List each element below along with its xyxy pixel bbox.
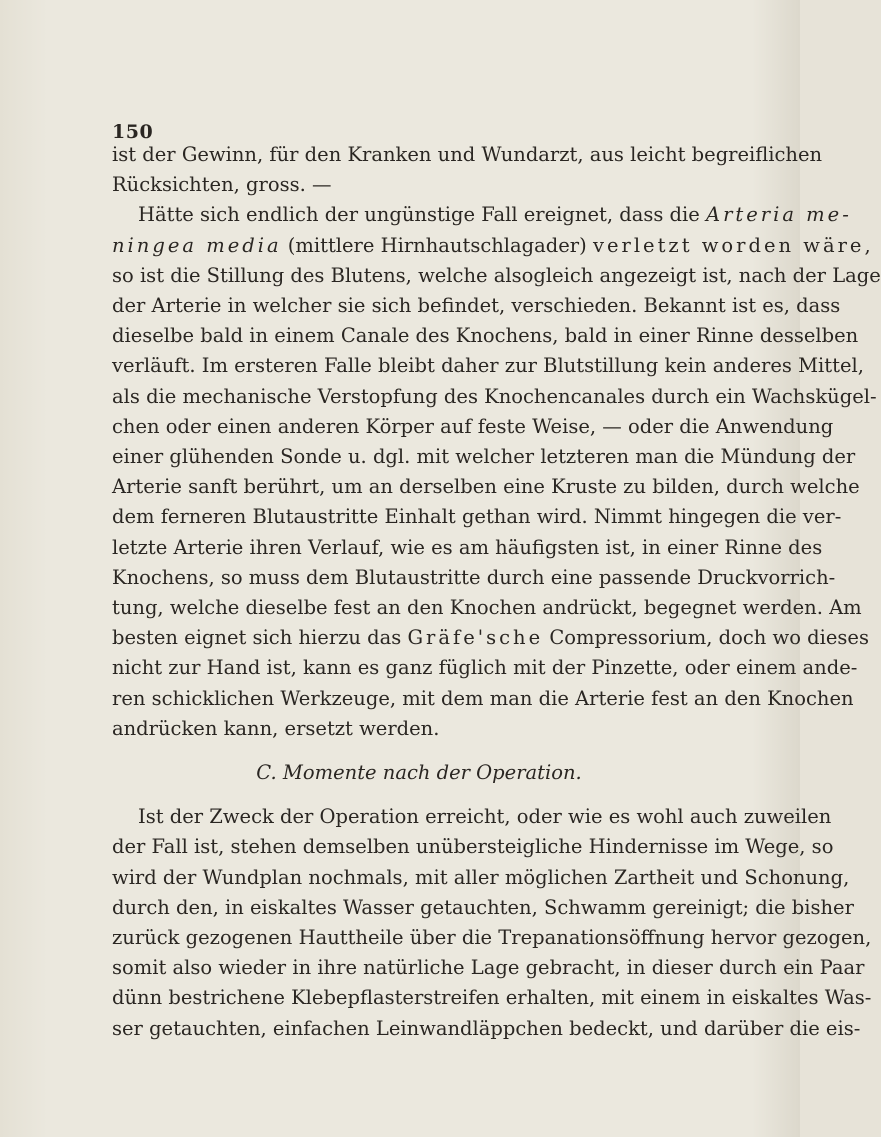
text-line: tung, welche dieselbe fest an den Knochen andrückt, begegnet werden. Am: [112, 596, 862, 620]
text-line: somit also wieder in ihre natürliche Lage gebracht, in dieser durch ein Paar: [112, 956, 865, 980]
text-run: Hätte sich endlich der ungünstige Fall ereignet, dass die: [138, 203, 706, 227]
text-line: [112, 231, 874, 261]
text-run: Compressorium, doch wo dieses: [543, 626, 869, 650]
text-line: dieselbe bald in einem Canale des Knochens, bald in einer Rinne desselben: [112, 324, 859, 348]
text-line: ser getauchten, einfachen Leinwandläppchen bedeckt, und darüber die eis-: [112, 1016, 861, 1040]
text-line: Arterie sanft berührt, um an derselben eine Kruste zu bilden, durch welche: [112, 475, 860, 499]
section-heading: C. Momente nach der Operation.: [256, 761, 582, 785]
text-line: verläuft. Im ersteren Falle bleibt daher zur Blutstillung kein anderes Mittel,: [112, 354, 864, 378]
text-line: wird der Wundplan nochmals, mit aller möglichen Zartheit und Schonung,: [112, 865, 850, 889]
text-line: dem ferneren Blutaustritte Einhalt gethan wird. Nimmt hingegen die ver-: [112, 505, 842, 529]
anatomical-term: Arteria me-: [706, 203, 852, 227]
text-line: Knochens, so muss dem Blutaustritte durch eine passende Druckvorrich-: [112, 565, 836, 589]
text-line: als die mechanische Verstopfung des Knochencanales durch ein Wachskügel-: [112, 384, 877, 408]
text-line: einer glühenden Sonde u. dgl. mit welcher letzteren man die Mündung der: [112, 445, 856, 469]
emphasis-spaced: Gräfe'sche: [407, 626, 544, 650]
text-run: besten eignet sich hierzu das: [112, 626, 408, 650]
text-line: der Arterie in welcher sie sich befindet, verschieden. Bekannt ist es, dass: [112, 294, 841, 318]
text-line: letzte Arterie ihren Verlauf, wie es am häufigsten ist, in einer Rinne des: [112, 535, 823, 559]
text-line: andrücken kann, ersetzt werden.: [112, 716, 440, 740]
text-line: Rücksichten, gross. —: [112, 173, 332, 197]
text-line: der Fall ist, stehen demselben unübersteigliche Hindernisse im Wege, so: [112, 835, 834, 859]
body-text: [112, 140, 881, 1044]
text-line: [112, 623, 869, 653]
text-line: Ist der Zweck der Operation erreicht, oder wie es wohl auch zuweilen: [138, 805, 832, 829]
text-line: ren schicklichen Werkzeuge, mit dem man die Arterie fest an den Knochen: [112, 686, 854, 710]
text-line: zurück gezogenen Hauttheile über die Trepanationsöffnung hervor gezogen,: [112, 926, 872, 950]
emphasis-spaced: verletzt worden wäre,: [592, 233, 874, 257]
text-line: dünn bestrichene Klebepflasterstreifen erhalten, mit einem in eiskaltes Was-: [112, 986, 872, 1010]
text-line: nicht zur Hand ist, kann es ganz füglich mit der Pinzette, oder einem ande-: [112, 656, 858, 680]
text-run: (mittlere Hirnhautschlagader): [281, 233, 593, 257]
page-number: 150: [112, 121, 154, 143]
text-line: ist der Gewinn, für den Kranken und Wundarzt, aus leicht begreiflichen: [112, 143, 823, 166]
text-line: chen oder einen anderen Körper auf feste Weise, — oder die Anwendung: [112, 414, 834, 438]
text-line: so ist die Stillung des Blutens, welche alsogleich angezeigt ist, nach der Lage: [112, 263, 881, 287]
text-line: durch den, in eiskaltes Wasser getauchten, Schwamm gereinigt; die bisher: [112, 895, 854, 919]
text-line: [112, 200, 852, 230]
anatomical-term: ningea media: [112, 233, 282, 257]
